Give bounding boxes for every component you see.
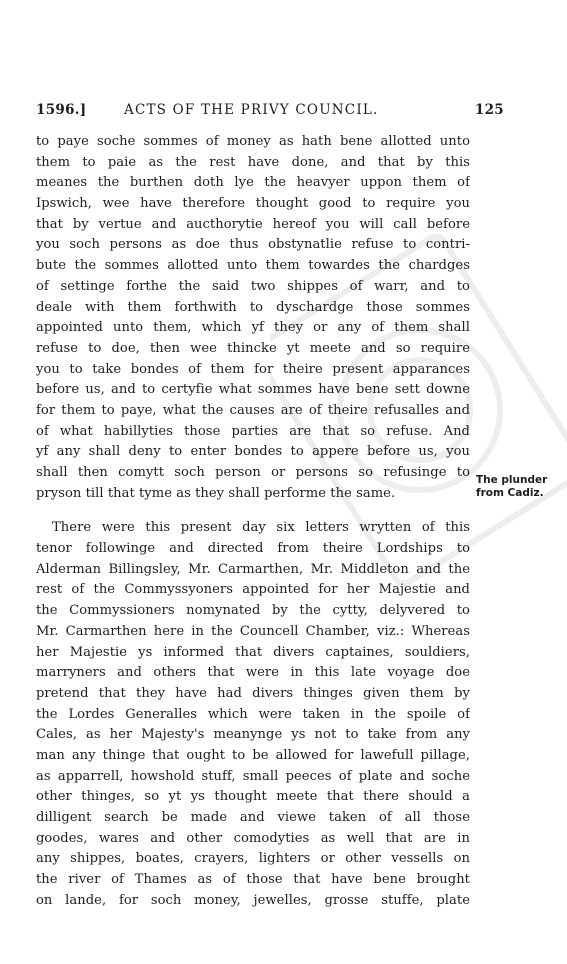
text-line: that by vertue and aucthorytie hereof you will call before	[36, 216, 470, 232]
header-year: 1596.]	[36, 102, 87, 118]
text-line: pretend that they have had divers thinges given them by	[36, 685, 470, 701]
text-line: There were this present day six letters wrytten of this	[52, 520, 470, 536]
text-line: her Majestie ys informed that divers captaines, souldiers,	[36, 644, 470, 660]
text-line: yf any shall deny to enter bondes to appere before us, you	[36, 444, 470, 460]
text-line: them to paie as the rest have done, and that by this	[36, 154, 470, 170]
text-line: appointed unto them, which yf they or any of them shall	[36, 320, 470, 336]
text-line: dilligent search be made and viewe taken of all those	[36, 810, 470, 825]
text-line: to paye soche sommes of money as hath bene allotted unto	[36, 134, 470, 149]
text-line: man any thinge that ought to be allowed for lawefull pillage,	[36, 747, 470, 763]
text-line: of settinge forthe the said two shippes of warr, and to	[36, 278, 470, 294]
page-number: 125	[474, 102, 504, 118]
text-line: Ipswich, wee have therefore thought good to require you	[36, 196, 470, 212]
margin-note-line: from Cadiz.	[476, 486, 544, 499]
text-line: the Commyssioners nomynated by the cytty, delyvered to	[36, 603, 470, 619]
text-line: the river of Thames as of those that have bene brought	[36, 872, 470, 888]
header-title: ACTS OF THE PRIVY COUNCIL.	[124, 102, 379, 118]
text-line: of what habillyties those parties are that so refuse. And	[36, 423, 470, 439]
text-line: meanes the burthen doth lye the heavyer uppon them of	[36, 175, 470, 191]
text-line: you soch persons as doe thus obstynatlie refuse to contri-	[36, 237, 470, 253]
text-line: the Lordes Generalles which were taken in the spoile of	[36, 706, 470, 722]
text-line: deale with them forthwith to dyschardge those sommes	[36, 299, 470, 315]
text-line: shall then comytt soch person or persons so refusinge to	[36, 465, 470, 480]
text-line: as apparrell, howshold stuff, small peeces of plate and soche	[36, 768, 470, 784]
text-line: for them to paye, what the causes are of theire refusalles and	[36, 402, 470, 418]
text-line: marryners and others that were in this late voyage doe	[36, 665, 470, 681]
margin-note-line: The plunder	[476, 474, 548, 486]
text-line: any shippes, boates, crayers, lighters or other vessells on	[36, 851, 470, 867]
running-header	[36, 102, 504, 126]
paragraph-2	[36, 518, 470, 911]
text-line: Mr. Carmarthen here in the Councell Chamber, viz.: Whereas	[36, 623, 470, 639]
text-line: bute the sommes allotted unto them towardes the chardges	[36, 258, 470, 274]
text-line: tenor followinge and directed from theire Lordships to	[36, 541, 470, 557]
text-line: Cales, as her Majesty's meanynge ys not to take from any	[36, 727, 470, 743]
main-text	[36, 132, 470, 911]
paragraph-1	[36, 132, 470, 504]
text-line: Alderman Billingsley, Mr. Carmarthen, Mr. Middleton and the	[36, 561, 470, 577]
text-line: you to take bondes of them for theire present apparances	[36, 361, 470, 377]
text-line: on lande, for soch money, jewelles, grosse stuffe, plate	[36, 892, 470, 908]
text-line: other thinges, so yt ys thought meete that there should a	[36, 789, 470, 805]
text-line: rest of the Commyssyoners appointed for her Majestie and	[36, 582, 470, 598]
text-line: before us, and to certyfie what sommes have bene sett downe	[36, 382, 470, 398]
text-line: goodes, wares and other comodyties as well that are in	[36, 830, 470, 846]
text-line: refuse to doe, then wee thincke yt meete and so require	[36, 340, 470, 356]
text-line: pryson till that tyme as they shall performe the same.	[36, 485, 396, 501]
margin-note	[476, 474, 556, 499]
